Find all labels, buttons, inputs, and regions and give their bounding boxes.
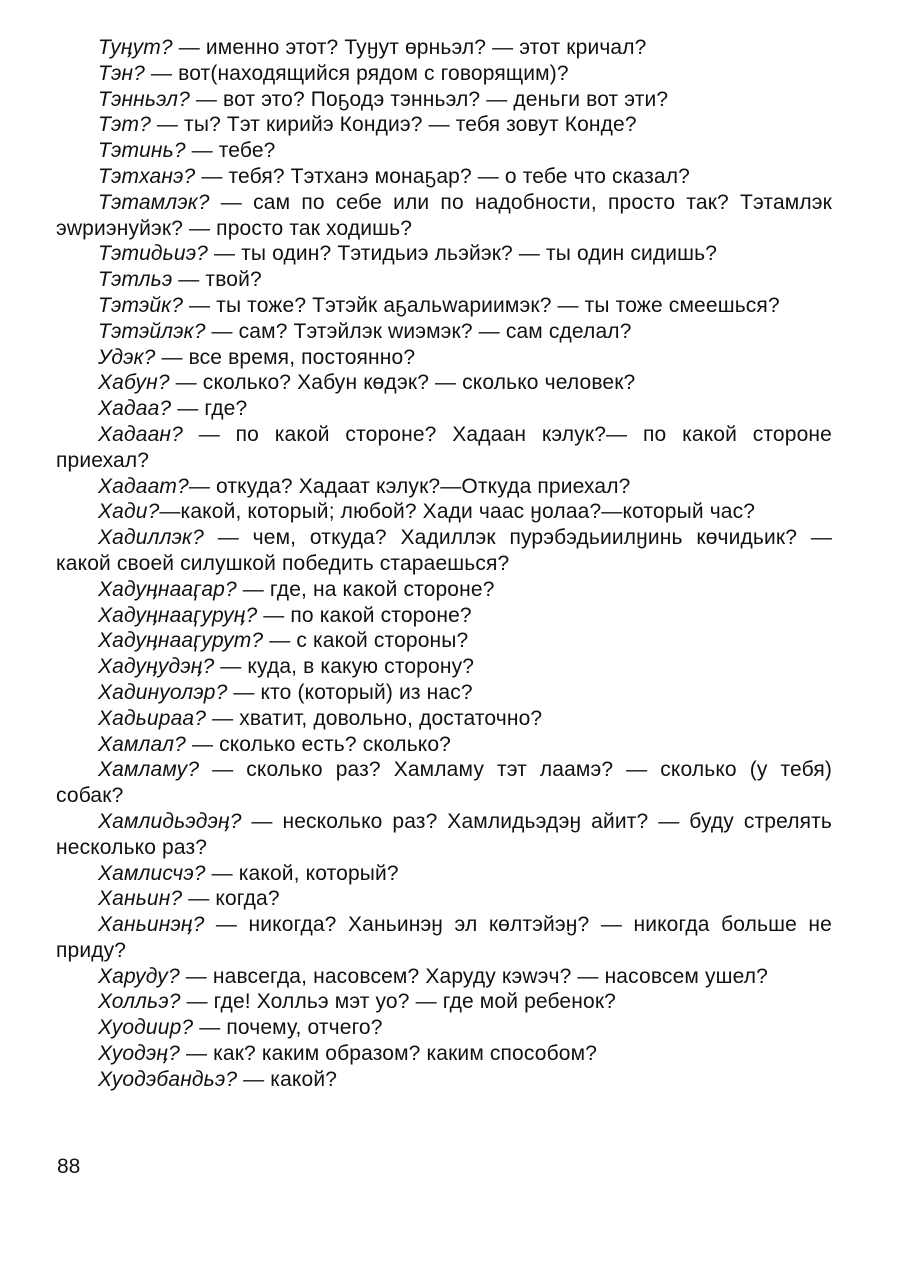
definition: — кто (который) из нас? bbox=[227, 680, 473, 704]
definition: — сколько? Хабун көдэк? — сколько человек? bbox=[169, 371, 636, 395]
dictionary-entry bbox=[56, 474, 832, 500]
dictionary-entry bbox=[56, 319, 832, 345]
definition: — ты? Тэт кирийэ Кондиэ? — тебя зовут Конде? bbox=[150, 113, 637, 137]
dictionary-entry bbox=[56, 964, 832, 990]
definition: — по какой стороне? bbox=[257, 603, 472, 627]
headword: Тэтидьиэ? bbox=[98, 242, 209, 266]
headword: Хадаа? bbox=[98, 397, 172, 421]
dictionary-entry bbox=[56, 525, 832, 577]
dictionary-entry bbox=[56, 61, 832, 87]
dictionary-entry bbox=[56, 809, 832, 861]
headword: Холльэ? bbox=[98, 990, 181, 1014]
definition: — откуда? Хадаат кэлук?—Откуда приехал? bbox=[188, 474, 631, 498]
dictionary-entry bbox=[56, 138, 832, 164]
dictionary-entry bbox=[56, 886, 832, 912]
definition: — именно этот? Туӈут өрньэл? — этот кричал? bbox=[172, 36, 647, 59]
definition: — тебя? Тэтханэ монаҕар? — о тебе что сказал? bbox=[195, 164, 690, 188]
headword: Ханьинэӊ? bbox=[98, 913, 205, 937]
definition: — куда, в какую сторону? bbox=[214, 655, 475, 679]
dictionary-entry bbox=[56, 267, 832, 293]
definition: —какой, который; любой? Хади чаас ӈолаа?—который час? bbox=[159, 500, 756, 524]
definition: — по какой стороне? Хадаан кэлук?— по какой стороне приехал? bbox=[56, 422, 832, 472]
dictionary-entry bbox=[56, 1067, 832, 1093]
headword: Хадаан? bbox=[98, 422, 183, 446]
definition: — навсегда, насовсем? Харуду кэwэч? — насовсем ушел? bbox=[179, 964, 768, 988]
headword: Хади? bbox=[98, 500, 160, 524]
dictionary-entry bbox=[56, 577, 832, 603]
definition: — вот(находящийся рядом с говорящим)? bbox=[145, 61, 569, 85]
definition: — несколько раз? Хамлидьэдэӈ айит? — буду стрелять несколько раз? bbox=[56, 809, 832, 859]
headword: Хамламу? bbox=[98, 758, 200, 782]
dictionary-entry bbox=[56, 757, 832, 809]
definition: — какой, который? bbox=[205, 861, 399, 885]
headword: Удэк? bbox=[98, 345, 156, 369]
dictionary-entry bbox=[56, 112, 832, 138]
definition: — сколько есть? сколько? bbox=[185, 732, 452, 756]
headword: Тэтханэ? bbox=[98, 164, 196, 188]
headword: Тэтльэ bbox=[98, 268, 173, 292]
dictionary-entries bbox=[56, 35, 832, 1093]
definition: — сам? Тэтэйлэк wиэмэк? — сам сделал? bbox=[205, 319, 632, 343]
headword: Тэнньэл? bbox=[98, 87, 190, 111]
headword: Хамлисчэ? bbox=[98, 861, 206, 885]
headword: Хуодиир? bbox=[98, 1016, 194, 1040]
headword: Хадьираа? bbox=[98, 706, 207, 730]
headword: Хуодэбандьэ? bbox=[98, 1067, 238, 1091]
definition: — сколько раз? Хамламу тэт лаамэ? — сколько (у тебя) собак? bbox=[56, 758, 832, 808]
dictionary-entry bbox=[56, 706, 832, 732]
definition: — ты тоже? Тэтэйк аҕальwариимэк? — ты тоже смеешься? bbox=[183, 293, 780, 317]
headword: Тэтэйк? bbox=[98, 293, 184, 317]
dictionary-entry bbox=[56, 1015, 832, 1041]
dictionary-entry bbox=[56, 861, 832, 887]
headword: Тэтэйлэк? bbox=[98, 319, 206, 343]
headword: Хадаат? bbox=[98, 474, 189, 498]
headword: Хадуӊнааӷуруӊ? bbox=[98, 603, 258, 627]
dictionary-entry bbox=[56, 732, 832, 758]
dictionary-entry bbox=[56, 989, 832, 1015]
dictionary-entry bbox=[56, 241, 832, 267]
headword: Туӊут? bbox=[98, 36, 173, 59]
definition: — какой? bbox=[237, 1067, 338, 1091]
definition: — вот это? Поҕодэ тэнньэл? — деньги вот эти? bbox=[189, 87, 669, 111]
dictionary-entry bbox=[56, 35, 832, 61]
headword: Тэт? bbox=[98, 113, 151, 137]
definition: — все время, постоянно? bbox=[155, 345, 416, 369]
definition: — хватит, довольно, достаточно? bbox=[206, 706, 543, 730]
headword: Хамлидьэдэӊ? bbox=[98, 809, 242, 833]
definition: — с какой стороны? bbox=[263, 629, 469, 653]
page-number: 88 bbox=[57, 1155, 81, 1178]
headword: Тэтинь? bbox=[98, 139, 186, 163]
definition: — где, на какой стороне? bbox=[236, 577, 495, 601]
headword: Хабун? bbox=[98, 371, 170, 395]
headword: Хадуӊнааӷар? bbox=[98, 577, 237, 601]
definition: — когда? bbox=[182, 887, 280, 911]
dictionary-entry bbox=[56, 190, 832, 242]
definition: — где! Холльэ мэт уо? — где мой ребенок? bbox=[180, 990, 617, 1014]
definition: — тебе? bbox=[185, 139, 276, 163]
dictionary-entry bbox=[56, 603, 832, 629]
headword: Харуду? bbox=[98, 964, 180, 988]
definition: — ты один? Тэтидьиэ льэйэк? — ты один сидишь? bbox=[208, 242, 718, 266]
headword: Тэн? bbox=[98, 61, 145, 85]
dictionary-entry bbox=[56, 912, 832, 964]
dictionary-entry bbox=[56, 1041, 832, 1067]
headword: Хуодэӊ? bbox=[98, 1042, 180, 1066]
dictionary-entry bbox=[56, 422, 832, 474]
dictionary-entry bbox=[56, 293, 832, 319]
dictionary-entry bbox=[56, 680, 832, 706]
dictionary-entry bbox=[56, 628, 832, 654]
headword: Хадуӊудэӊ? bbox=[98, 655, 215, 679]
dictionary-entry bbox=[56, 499, 832, 525]
dictionary-entry bbox=[56, 164, 832, 190]
definition: — никогда? Ханьинэӈ эл көлтэйэӈ? — никогда больше не приду? bbox=[56, 913, 832, 962]
headword: Хадиллэк? bbox=[98, 526, 204, 550]
definition: — почему, отчего? bbox=[193, 1016, 383, 1040]
headword: Ханьин? bbox=[98, 887, 183, 911]
headword: Тэтамлэк? bbox=[98, 190, 210, 214]
definition: — сам по себе или по надобности, просто так? Тэтамлэк эwриэнуйэк? — просто так ходишь? bbox=[56, 190, 832, 240]
headword: Хадинуолэр? bbox=[98, 680, 228, 704]
dictionary-entry bbox=[56, 654, 832, 680]
dictionary-entry bbox=[56, 370, 832, 396]
dictionary-entry bbox=[56, 396, 832, 422]
dictionary-entry bbox=[56, 87, 832, 113]
headword: Хадуӊнааӷурут? bbox=[98, 629, 264, 653]
definition: — как? каким образом? каким способом? bbox=[179, 1042, 598, 1066]
definition: — твой? bbox=[172, 268, 262, 292]
headword: Хамлал? bbox=[98, 732, 186, 756]
definition: — где? bbox=[171, 397, 248, 421]
dictionary-entry bbox=[56, 345, 832, 371]
definition: — чем, откуда? Хадиллэк пурэбэдьиилӈинь көчидьик? — какой своей силушкой победить стараешься? bbox=[56, 526, 832, 575]
